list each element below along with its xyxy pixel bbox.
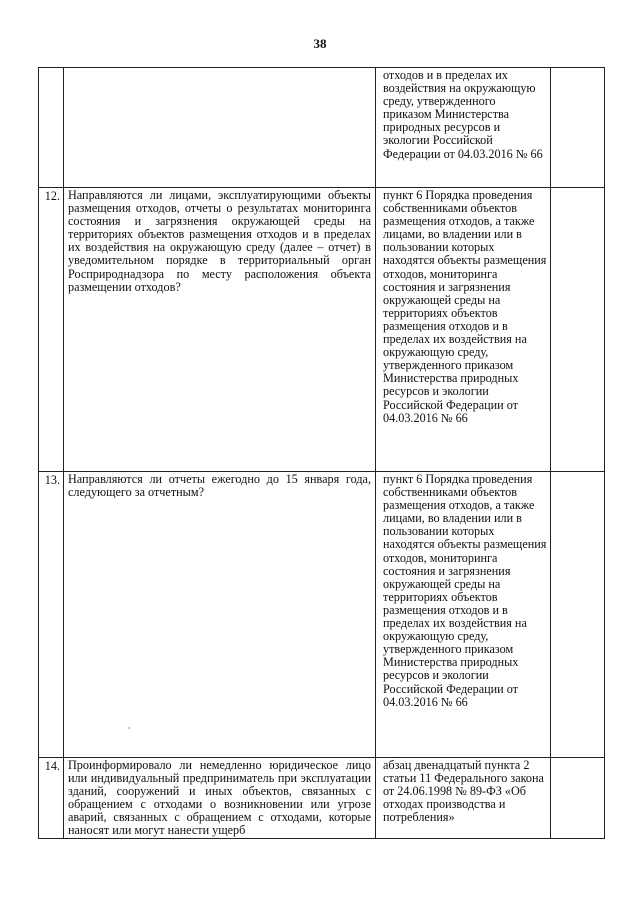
table-row xyxy=(39,188,605,472)
question-cell: Проинформировало ли немедленно юридическое лицо или индивидуальный предприниматель при эксплуатации зданий, сооружений и иных объектов, связанных с обращением с отходами о возникновении или угрозе аварий, связанных с обращением с отходами, которые наносят или могут нанести ущерб xyxy=(64,758,376,839)
answer-cell xyxy=(551,188,605,472)
question-cell: Направляются ли отчеты ежегодно до 15 января года, следующего за отчетным? xyxy=(64,472,376,758)
table-row xyxy=(39,68,605,188)
legal-reference-cell: абзац двенадцатый пункта 2 статьи 11 Федерального закона от 24.06.1998 № 89-ФЗ «Об отходах производства и потребления» xyxy=(376,758,551,839)
answer-cell xyxy=(551,68,605,188)
row-number: 14. xyxy=(39,758,64,839)
question-cell: Направляются ли лицами, эксплуатирующими объекты размещения отходов, отчеты о результатах мониторинга состояния и загрязнения окружающей среды на территориях объектов размещения отходов и в пределах их воздействия на окружающую среду (далее – отчет) в уведомительном порядке в территориальный орган Росприроднадзора по месту расположения объекта размещении отходов? xyxy=(64,188,376,472)
legal-reference-cell: пункт 6 Порядка проведения собственниками объектов размещения отходов, а также лицами, во владении или в пользовании которых находятся объекты размещения отходов, мониторинга состояния и загрязнения окружающей среды на территориях объектов размещения отходов и в пределах их воздействия на окружающую среду, утвержденного приказом Министерства природных ресурсов и экологии Российской Федерации от 04.03.2016 № 66 xyxy=(376,472,551,758)
checklist-table xyxy=(38,67,605,839)
legal-reference-cell: пункт 6 Порядка проведения собственниками объектов размещения отходов, а также лицами, во владении или в пользовании которых находятся объекты размещения отходов, мониторинга состояния и загрязнения окружающей среды на территориях объектов размещения отходов и в пределах их воздействия на окружающую среду, утвержденного приказом Министерства природных ресурсов и экологии Российской Федерации от 04.03.2016 № 66 xyxy=(376,188,551,472)
table-row xyxy=(39,472,605,758)
scan-speck xyxy=(128,727,130,729)
question-cell xyxy=(64,68,376,188)
row-number xyxy=(39,68,64,188)
row-number: 12. xyxy=(39,188,64,472)
table-row xyxy=(39,758,605,839)
page-number: 38 xyxy=(313,36,327,51)
row-number: 13. xyxy=(39,472,64,758)
legal-reference-cell: отходов и в пределах их воздействия на окружающую среду, утвержденного приказом Министерства природных ресурсов и экологии Российской Федерации от 04.03.2016 № 66 xyxy=(376,68,551,188)
answer-cell xyxy=(551,472,605,758)
answer-cell xyxy=(551,758,605,839)
